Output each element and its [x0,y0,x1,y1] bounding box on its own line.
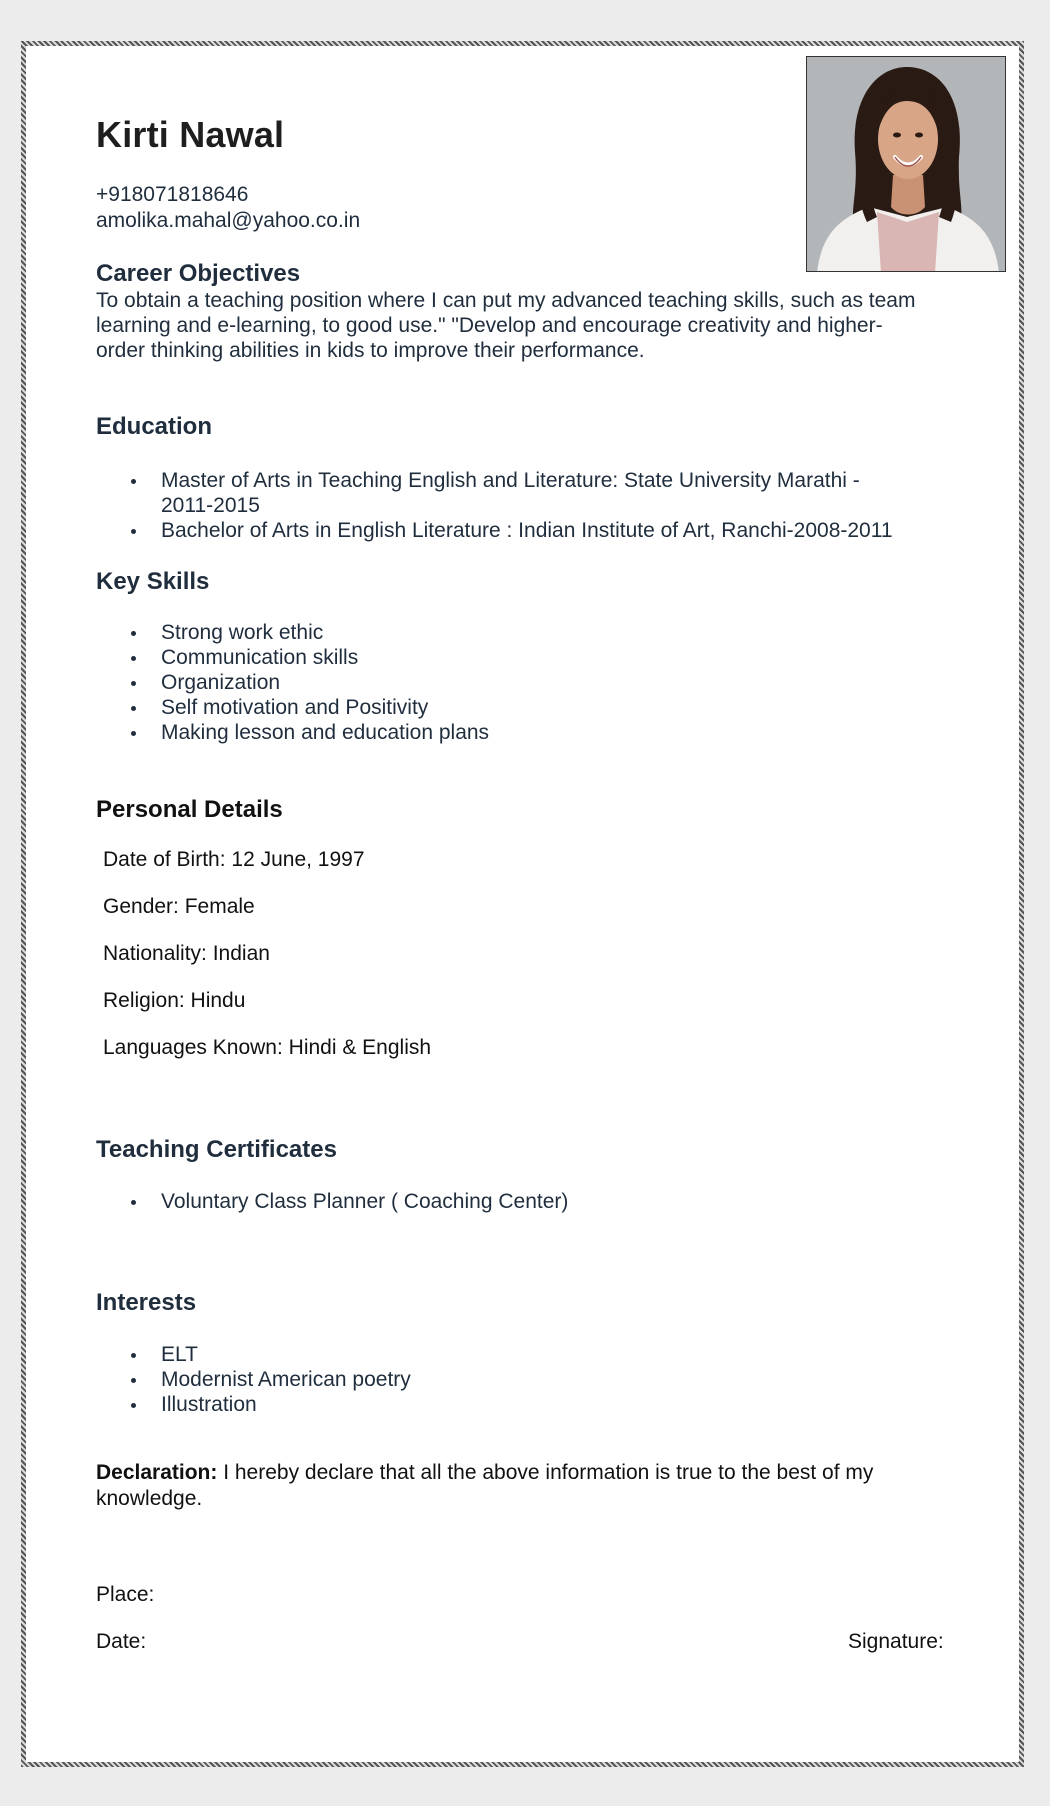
education-item: Master of Arts in Teaching English and Literature: State University Marathi - 2011-2015 [96,468,901,518]
skill-item: Organization [96,670,489,695]
skill-item: Self motivation and Positivity [96,695,489,720]
signature-label: Signature: [848,1630,944,1653]
religion: Religion: Hindu [103,989,246,1012]
profile-photo [806,56,1006,272]
interest-item: Illustration [96,1392,411,1417]
interest-item: Modernist American poetry [96,1367,411,1392]
skill-item: Strong work ethic [96,620,489,645]
profile-photo-icon [807,57,1006,272]
resume-page [21,41,1024,1767]
languages-known: Languages Known: Hindi & English [103,1036,432,1059]
date-label: Date: [96,1630,147,1653]
declaration-text: I hereby declare that all the above information is true to the best of my knowledge. [96,1461,874,1510]
date-of-birth: Date of Birth: 12 June, 1997 [103,848,365,871]
interest-item: ELT [96,1342,411,1367]
education-item: Bachelor of Arts in English Literature : Indian Institute of Art, Ranchi-2008-2011 [96,518,956,543]
interests-list [96,1342,411,1417]
skill-item: Communication skills [96,645,489,670]
skill-item: Making lesson and education plans [96,720,489,745]
declaration [96,1460,956,1512]
career-objectives-heading: Career Objectives [96,260,301,287]
place-label: Place: [96,1583,155,1606]
personal-details-heading: Personal Details [96,796,283,823]
declaration-label: Declaration: [96,1461,218,1484]
key-skills-list [96,620,489,745]
key-skills-heading: Key Skills [96,568,210,595]
teaching-certificates-list [96,1189,568,1214]
career-objectives-text: To obtain a teaching position where I can put my advanced teaching skills, such as team learning and e-learning, to good use." "Develop and encourage creativity and higher-order thinking abilities in kids to improve their performance. [96,289,916,362]
candidate-name: Kirti Nawal [96,114,285,155]
gender: Gender: Female [103,895,255,918]
teaching-certificates-heading: Teaching Certificates [96,1136,337,1163]
education-heading: Education [96,413,213,440]
nationality: Nationality: Indian [103,942,270,965]
phone-number: +918071818646 [96,183,249,206]
education-list [96,468,956,543]
email-address: amolika.mahal@yahoo.co.in [96,209,361,232]
certificate-item: Voluntary Class Planner ( Coaching Center) [96,1189,568,1214]
interests-heading: Interests [96,1289,197,1316]
